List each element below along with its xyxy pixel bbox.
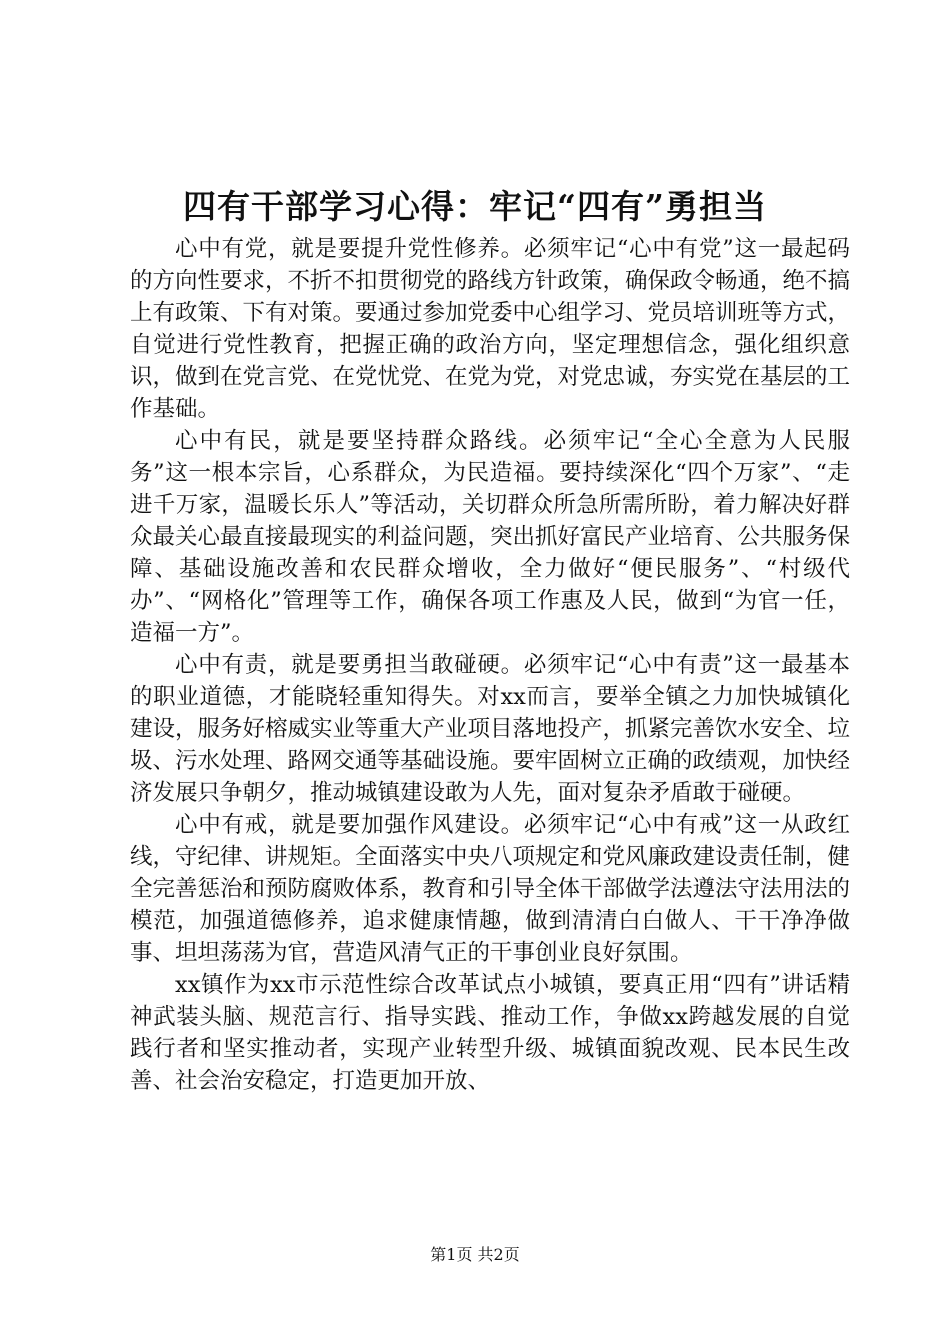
document-body bbox=[130, 233, 850, 1097]
paragraph-people: 心中有民，就是要坚持群众路线。必须牢记“全心全意为人民服务”这一根本宗旨，心系群众，为民造福。要持续深化“四个万家”、“走进千万家，温暖长乐人”等活动，关切群众所急所需所盼，着力解决好群众最关心最直接最现实的利益问题，突出抓好富民产业培育、公共服务保障、基础设施改善和农民群众增收，全力做好“便民服务”、“村级代办”、“网格化”管理等工作，确保各项工作惠及人民，做到“为官一任，造福一方”。 bbox=[130, 428, 851, 646]
paragraph-party: 心中有党，就是要提升党性修养。必须牢记“心中有党”这一最起码的方向性要求，不折不扣贯彻党的路线方针政策，确保政令畅通，绝不搞上有政策、下有对策。要通过参加党委中心组学习、党员培训班等方式，自觉进行党性教育，把握正确的政治方向，坚定理想信念，强化组织意识，做到在党言党、在党忧党、在党为党，对党忠诚，夯实党在基层的工作基础。 bbox=[130, 236, 851, 422]
page-number-footer: 第1页 共2页 bbox=[430, 1245, 520, 1264]
document-title: 四有干部学习心得：牢记“四有”勇担当 bbox=[183, 187, 767, 226]
paragraph-discipline: 心中有戒，就是要加强作风建设。必须牢记“心中有戒”这一从政红线，守纪律、讲规矩。全面落实中央八项规定和党风廉政建设责任制，健全完善惩治和预防腐败体系，教育和引导全体干部做学法遵法守法用法的模范，加强道德修养，追求健康情趣，做到清清白白做人、干干净净做事、坦坦荡荡为官，营造风清气正的干事创业良好氛围。 bbox=[130, 812, 851, 966]
paragraph-responsibility: 心中有责，就是要勇担当敢碰硬。必须牢记“心中有责”这一最基本的职业道德，才能晓轻重知得失。对xx而言，要举全镇之力加快城镇化建设，服务好榕威实业等重大产业项目落地投产，抓紧完善饮水安全、垃圾、污水处理、路网交通等基础设施。要牢固树立正确的政绩观，加快经济发展只争朝夕，推动城镇建设敢为人先，面对复杂矛盾敢于碰硬。 bbox=[130, 652, 851, 806]
paragraph-town: xx镇作为xx市示范性综合改革试点小城镇，要真正用“四有”讲话精神武装头脑、规范言行、指导实践、推动工作，争做xx跨越发展的自觉践行者和坚实推动者，实现产业转型升级、城镇面貌改观、民本民生改善、社会治安稳定，打造更加开放、 bbox=[130, 972, 850, 1094]
